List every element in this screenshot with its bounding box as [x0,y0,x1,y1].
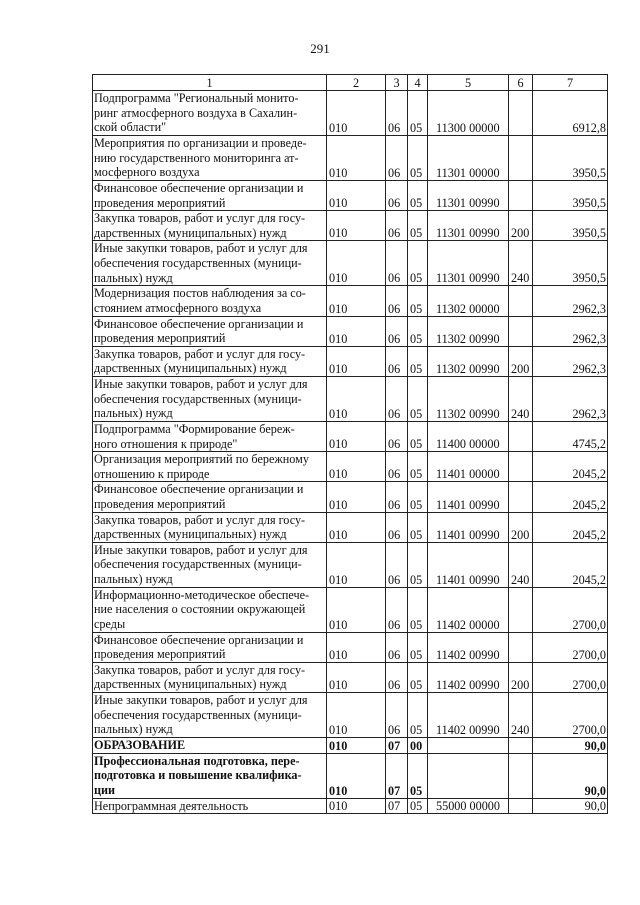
expense-type-code [509,286,533,316]
row-name-line: Иные закупки товаров, работ и услуг для [94,376,308,391]
expense-type-code: 240 [509,376,533,421]
grbs-code: 010 [327,316,386,346]
row-name-line: пальных) нужд [94,270,173,285]
row-name-line: Профессиональная подготовка, пере- [94,753,300,768]
row-name-line: Подпрограмма "Формирование береж- [94,421,295,436]
row-name [93,512,327,542]
grbs-code: 010 [327,542,386,587]
target-article-code: 11402 00990 [428,662,509,692]
grbs-code: 010 [327,211,386,241]
table-row [93,512,608,542]
table-row [93,542,608,587]
row-name-line: пальных) нужд [94,722,173,737]
expense-type-code [509,181,533,211]
row-name-line: Закупка товаров, работ и услуг для госу- [94,346,306,361]
grbs-code: 010 [327,241,386,286]
subsection-code: 00 [408,738,428,754]
expense-type-code [509,798,533,814]
table-row [93,738,608,754]
expense-type-code [509,632,533,662]
row-name [93,587,327,632]
row-name-line: Модернизация постов наблюдения за со- [94,286,306,301]
row-name-line: Мероприятия по организации и проведе- [94,136,307,150]
section-code: 07 [386,753,408,798]
expense-type-code: 200 [509,211,533,241]
column-header: 2 [327,75,386,91]
subsection-code: 05 [408,136,428,181]
target-article-code [428,738,509,754]
row-name-line: проведения мероприятий [94,195,226,210]
subsection-code: 05 [408,241,428,286]
table-row [93,136,608,181]
row-name-line: нию государственного мониторинга ат- [94,150,299,165]
expense-type-code [509,316,533,346]
expense-type-code [509,587,533,632]
table-row [93,798,608,814]
row-name-line: Иные закупки товаров, работ и услуг для [94,542,308,557]
grbs-code: 010 [327,91,386,136]
section-code: 06 [386,693,408,738]
section-code: 06 [386,421,408,451]
section-code: 06 [386,91,408,136]
subsection-code: 05 [408,421,428,451]
section-code: 06 [386,181,408,211]
amount: 2045,2 [533,452,608,482]
table-row [93,91,608,136]
subsection-code: 05 [408,452,428,482]
table-row [93,452,608,482]
grbs-code: 010 [327,452,386,482]
row-name [93,241,327,286]
row-name-line: проведения мероприятий [94,647,226,662]
row-name-line: обеспечения государственных (муници- [94,557,302,572]
row-name [93,753,327,798]
row-name [93,632,327,662]
amount: 2045,2 [533,542,608,587]
subsection-code: 05 [408,512,428,542]
row-name-line: пальных) нужд [94,571,173,586]
target-article-code: 11302 00990 [428,346,509,376]
grbs-code: 010 [327,738,386,754]
section-code: 06 [386,587,408,632]
table-row [93,181,608,211]
expense-type-code [509,452,533,482]
target-article-code: 11302 00990 [428,316,509,346]
table-row [93,211,608,241]
section-code: 07 [386,738,408,754]
expense-type-code: 240 [509,693,533,738]
subsection-code: 05 [408,753,428,798]
row-name [93,181,327,211]
column-header: 5 [428,75,509,91]
grbs-code: 010 [327,753,386,798]
target-article-code: 11402 00000 [428,587,509,632]
subsection-code: 05 [408,798,428,814]
section-code: 06 [386,482,408,512]
grbs-code: 010 [327,798,386,814]
column-header: 7 [533,75,608,91]
target-article-code: 11302 00000 [428,286,509,316]
table-row [93,693,608,738]
grbs-code: 010 [327,632,386,662]
target-article-code: 11402 00990 [428,632,509,662]
row-name-line: дарственных (муниципальных) нужд [94,225,287,240]
section-code: 07 [386,798,408,814]
amount: 2700,0 [533,693,608,738]
table-row [93,316,608,346]
row-name-line: Организация мероприятий по бережному [94,452,309,467]
table-row [93,376,608,421]
grbs-code: 010 [327,512,386,542]
amount: 3950,5 [533,136,608,181]
amount: 2045,2 [533,512,608,542]
subsection-code: 05 [408,376,428,421]
row-name-line: Подпрограмма "Региональный монито- [94,91,299,105]
amount: 90,0 [533,798,608,814]
section-code: 06 [386,286,408,316]
row-name-line: Непрограммная деятельность [94,798,249,813]
grbs-code: 010 [327,376,386,421]
row-name-line: обеспечения государственных (муници- [94,707,302,722]
table-row [93,482,608,512]
row-name-line: Закупка товаров, работ и услуг для госу- [94,211,306,226]
expense-type-code [509,738,533,754]
amount: 3950,5 [533,241,608,286]
amount: 2962,3 [533,316,608,346]
row-name [93,91,327,136]
target-article-code: 11300 00000 [428,91,509,136]
section-code: 06 [386,136,408,181]
row-name-line: среды [94,616,126,631]
row-name [93,738,327,754]
row-name-line: мосферного воздуха [94,165,200,180]
table-row [93,632,608,662]
amount: 90,0 [533,738,608,754]
row-name [93,542,327,587]
column-header: 3 [386,75,408,91]
row-name-line: дарственных (муниципальных) нужд [94,527,287,542]
expense-type-code: 240 [509,542,533,587]
expense-type-code [509,753,533,798]
row-name-line: дарственных (муниципальных) нужд [94,677,287,692]
row-name-line: обеспечения государственных (муници- [94,255,302,270]
expense-type-code [509,91,533,136]
section-code: 06 [386,542,408,587]
expense-type-code: 240 [509,241,533,286]
subsection-code: 05 [408,91,428,136]
subsection-code: 05 [408,662,428,692]
table-row [93,346,608,376]
row-name [93,286,327,316]
table-row [93,753,608,798]
subsection-code: 05 [408,632,428,662]
row-name-line: отношению к природе [94,466,210,481]
table-row [93,286,608,316]
grbs-code: 010 [327,286,386,316]
target-article-code: 11401 00990 [428,542,509,587]
section-code: 06 [386,376,408,421]
row-name [93,482,327,512]
amount: 3950,5 [533,211,608,241]
table-row [93,241,608,286]
subsection-code: 05 [408,181,428,211]
row-name-line: Иные закупки товаров, работ и услуг для [94,241,308,256]
amount: 2045,2 [533,482,608,512]
subsection-code: 05 [408,286,428,316]
table-row [93,587,608,632]
row-name-line: дарственных (муниципальных) нужд [94,361,287,376]
section-code: 06 [386,346,408,376]
row-name-line: ОБРАЗОВАНИЕ [94,738,186,753]
grbs-code: 010 [327,693,386,738]
expense-type-code: 200 [509,512,533,542]
target-article-code: 11301 00990 [428,181,509,211]
subsection-code: 05 [408,542,428,587]
subsection-code: 05 [408,693,428,738]
row-name-line: Финансовое обеспечение организации и [94,181,304,195]
table-row [93,421,608,451]
table-header-row [93,75,608,91]
expense-type-code [509,136,533,181]
section-code: 06 [386,512,408,542]
section-code: 06 [386,241,408,286]
grbs-code: 010 [327,587,386,632]
row-name [93,662,327,692]
subsection-code: 05 [408,587,428,632]
target-article-code [428,753,509,798]
row-name [93,211,327,241]
grbs-code: 010 [327,181,386,211]
row-name-line: пальных) нужд [94,406,173,421]
row-name-line: проведения мероприятий [94,496,226,511]
column-header: 1 [93,75,327,91]
row-name-line: ного отношения к природе" [94,436,238,451]
amount: 2962,3 [533,376,608,421]
budget-table [92,74,608,814]
row-name-line: Иные закупки товаров, работ и услуг для [94,693,308,708]
target-article-code: 11301 00990 [428,241,509,286]
target-article-code: 11402 00990 [428,693,509,738]
target-article-code: 11302 00990 [428,376,509,421]
target-article-code: 11400 00000 [428,421,509,451]
expense-type-code [509,421,533,451]
row-name-line: Финансовое обеспечение организации и [94,482,304,497]
row-name-line: Закупка товаров, работ и услуг для госу- [94,662,306,677]
row-name-line: ние населения о состоянии окружающей [94,602,306,617]
row-name-line: подготовка и повышение квалифика- [94,768,302,783]
row-name-line: ции [94,782,116,797]
row-name [93,798,327,814]
row-name-line: стоянием атмосферного воздуха [94,300,262,315]
grbs-code: 010 [327,482,386,512]
row-name-line: Закупка товаров, работ и услуг для госу- [94,512,306,527]
target-article-code: 11401 00990 [428,512,509,542]
amount: 2962,3 [533,346,608,376]
target-article-code: 11301 00000 [428,136,509,181]
target-article-code: 11301 00990 [428,211,509,241]
row-name [93,452,327,482]
column-header: 6 [509,75,533,91]
row-name-line: ринг атмосферного воздуха в Сахалин- [94,105,298,120]
amount: 6912,8 [533,91,608,136]
section-code: 06 [386,452,408,482]
row-name-line: ской области" [94,120,167,135]
amount: 4745,2 [533,421,608,451]
expense-type-code [509,482,533,512]
expense-type-code: 200 [509,662,533,692]
row-name [93,693,327,738]
grbs-code: 010 [327,662,386,692]
section-code: 06 [386,316,408,346]
target-article-code: 11401 00990 [428,482,509,512]
row-name-line: проведения мероприятий [94,331,226,346]
expense-type-code: 200 [509,346,533,376]
amount: 2962,3 [533,286,608,316]
row-name [93,376,327,421]
column-header: 4 [408,75,428,91]
section-code: 06 [386,211,408,241]
amount: 2700,0 [533,632,608,662]
grbs-code: 010 [327,136,386,181]
row-name [93,316,327,346]
target-article-code: 11401 00000 [428,452,509,482]
amount: 2700,0 [533,662,608,692]
row-name [93,346,327,376]
subsection-code: 05 [408,346,428,376]
subsection-code: 05 [408,211,428,241]
grbs-code: 010 [327,421,386,451]
amount: 90,0 [533,753,608,798]
page-number: 291 [310,41,330,56]
section-code: 06 [386,662,408,692]
target-article-code: 55000 00000 [428,798,509,814]
section-code: 06 [386,632,408,662]
amount: 2700,0 [533,587,608,632]
subsection-code: 05 [408,482,428,512]
row-name [93,421,327,451]
grbs-code: 010 [327,346,386,376]
table-row [93,662,608,692]
row-name-line: Финансовое обеспечение организации и [94,632,304,647]
row-name [93,136,327,181]
row-name-line: Информационно-методическое обеспече- [94,587,310,602]
amount: 3950,5 [533,181,608,211]
row-name-line: обеспечения государственных (муници- [94,391,302,406]
row-name-line: Финансовое обеспечение организации и [94,316,304,331]
subsection-code: 05 [408,316,428,346]
